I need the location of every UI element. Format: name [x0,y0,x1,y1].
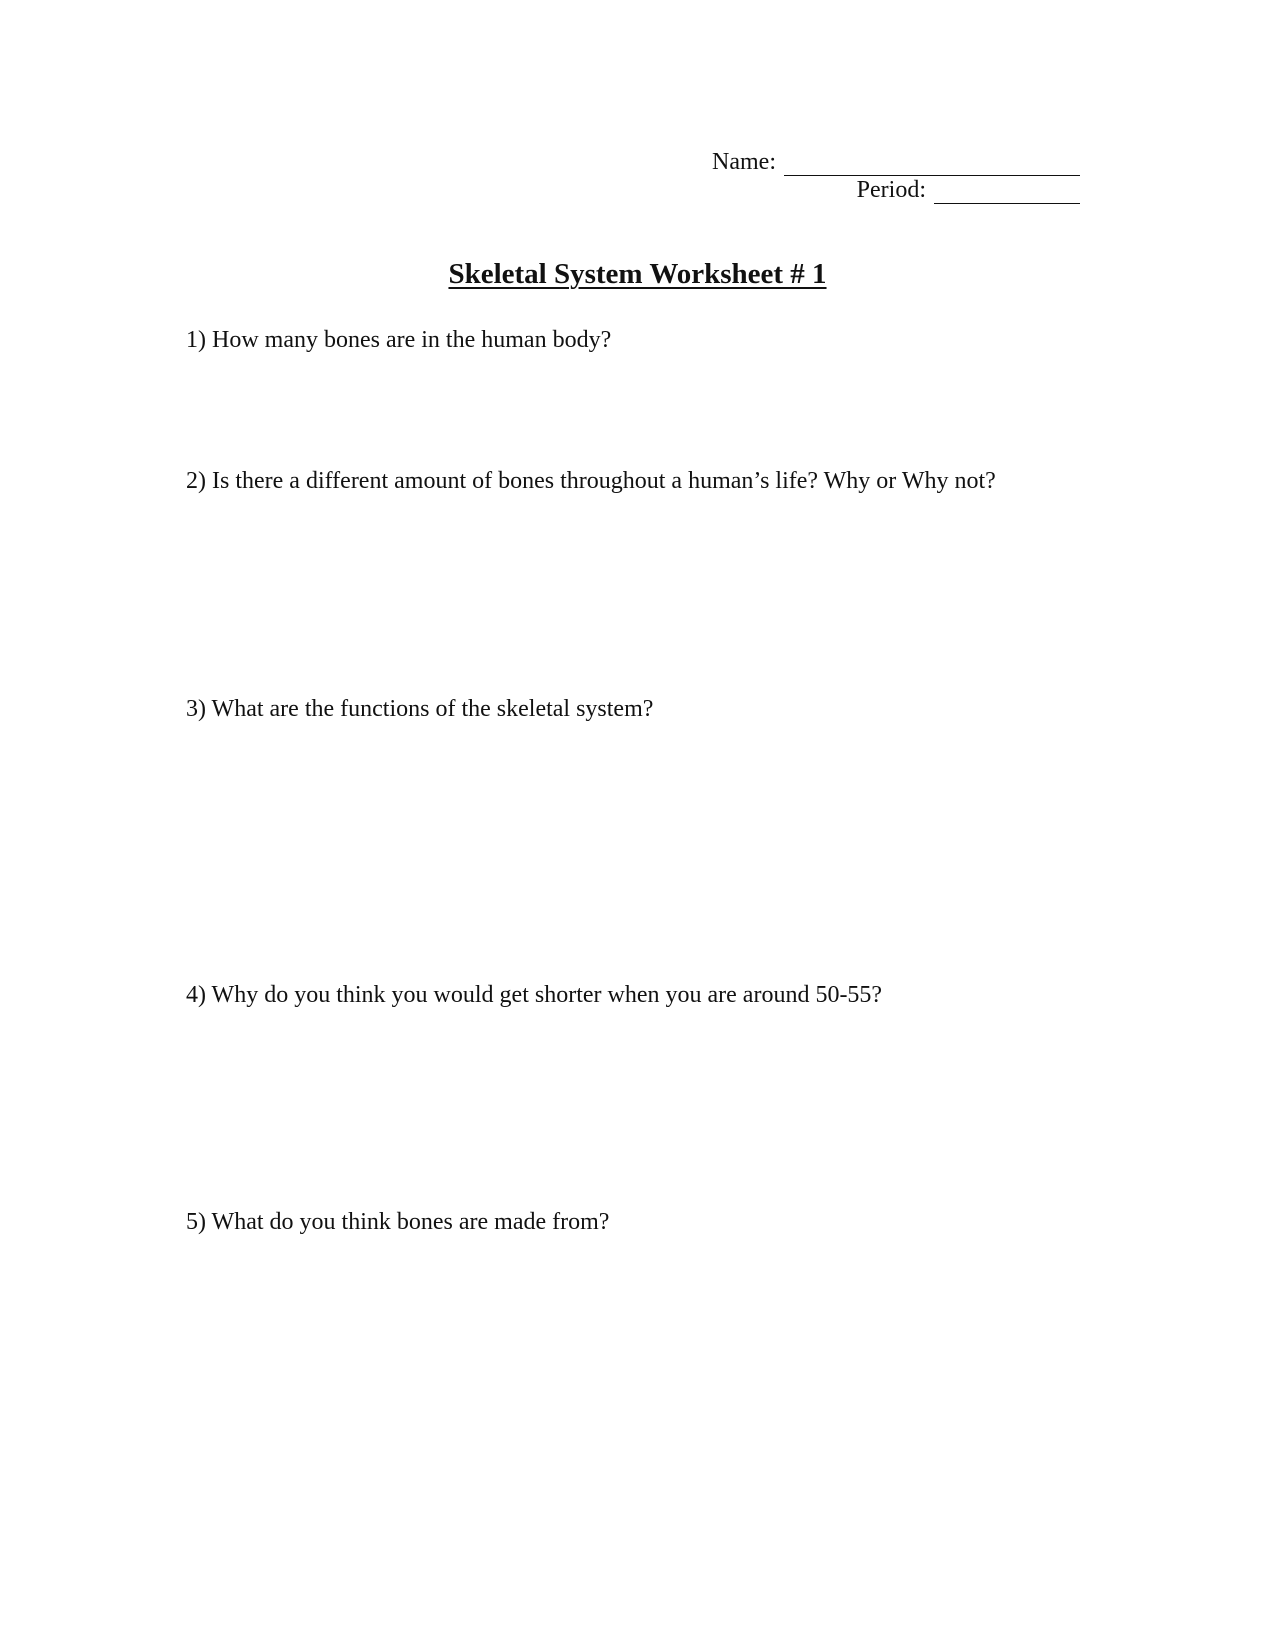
question-2: 2) Is there a different amount of bones throughout a human’s life? Why or Why not? [186,468,996,494]
question-3: 3) What are the functions of the skeletal system? [186,696,654,722]
name-field-row [712,148,1080,176]
question-4: 4) Why do you think you would get shorter when you are around 50-55? [186,982,883,1008]
name-label: Name: [712,149,776,175]
period-field-row [857,176,1080,204]
question-5: 5) What do you think bones are made from? [186,1209,610,1235]
period-label: Period: [856,177,926,203]
period-blank-line[interactable] [934,181,1080,204]
worksheet-title: Skeletal System Worksheet # 1 [448,258,827,290]
name-blank-line[interactable] [784,153,1080,176]
question-1: 1) How many bones are in the human body? [186,327,612,353]
